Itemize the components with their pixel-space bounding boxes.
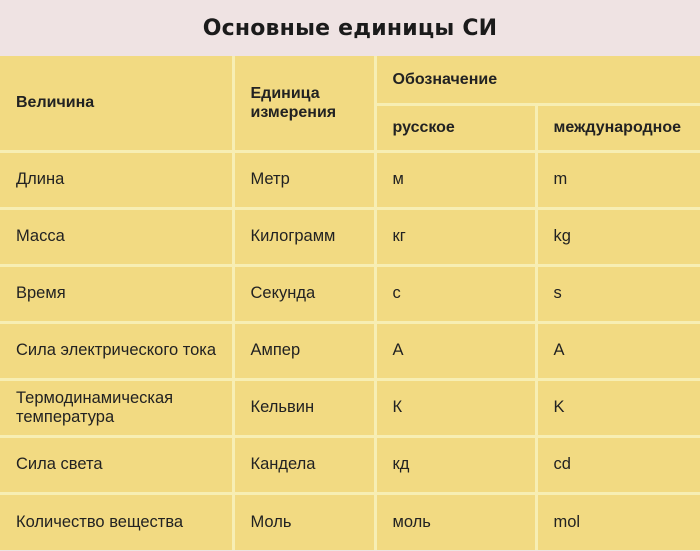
- table-row: [0, 265, 700, 322]
- header-unit: Единица измерения: [233, 56, 375, 151]
- header-quantity: Величина: [0, 56, 233, 151]
- cell-russian-symbol: кд: [375, 436, 536, 493]
- table-row: [0, 379, 700, 436]
- cell-international-symbol: A: [536, 322, 700, 379]
- cell-international-symbol: kg: [536, 208, 700, 265]
- table-row: [0, 322, 700, 379]
- cell-unit: Секунда: [233, 265, 375, 322]
- table-row: [0, 151, 700, 208]
- cell-quantity: Масса: [0, 208, 233, 265]
- cell-international-symbol: K: [536, 379, 700, 436]
- cell-international-symbol: s: [536, 265, 700, 322]
- header-russian: русское: [375, 104, 536, 151]
- cell-quantity: Сила электрического тока: [0, 322, 233, 379]
- cell-russian-symbol: А: [375, 322, 536, 379]
- cell-unit: Кельвин: [233, 379, 375, 436]
- cell-unit: Килограмм: [233, 208, 375, 265]
- header-symbol: Обозначение: [375, 56, 700, 104]
- cell-russian-symbol: кг: [375, 208, 536, 265]
- page-title: Основные единицы СИ: [202, 15, 498, 41]
- title-bar: [0, 0, 700, 56]
- table-row: [0, 493, 700, 550]
- cell-quantity: Время: [0, 265, 233, 322]
- cell-quantity: Сила света: [0, 436, 233, 493]
- cell-unit: Кандела: [233, 436, 375, 493]
- cell-unit: Моль: [233, 493, 375, 550]
- cell-unit: Ампер: [233, 322, 375, 379]
- cell-quantity: Количество вещества: [0, 493, 233, 550]
- header-international: международное: [536, 104, 700, 151]
- table-row: [0, 436, 700, 493]
- si-units-table: [0, 56, 700, 550]
- cell-quantity: Термодинамическая температура: [0, 379, 233, 436]
- cell-quantity: Длина: [0, 151, 233, 208]
- cell-russian-symbol: К: [375, 379, 536, 436]
- cell-international-symbol: mol: [536, 493, 700, 550]
- cell-international-symbol: m: [536, 151, 700, 208]
- cell-russian-symbol: с: [375, 265, 536, 322]
- cell-russian-symbol: моль: [375, 493, 536, 550]
- cell-russian-symbol: м: [375, 151, 536, 208]
- table-row: [0, 208, 700, 265]
- header-row: [0, 56, 700, 104]
- cell-unit: Метр: [233, 151, 375, 208]
- cell-international-symbol: cd: [536, 436, 700, 493]
